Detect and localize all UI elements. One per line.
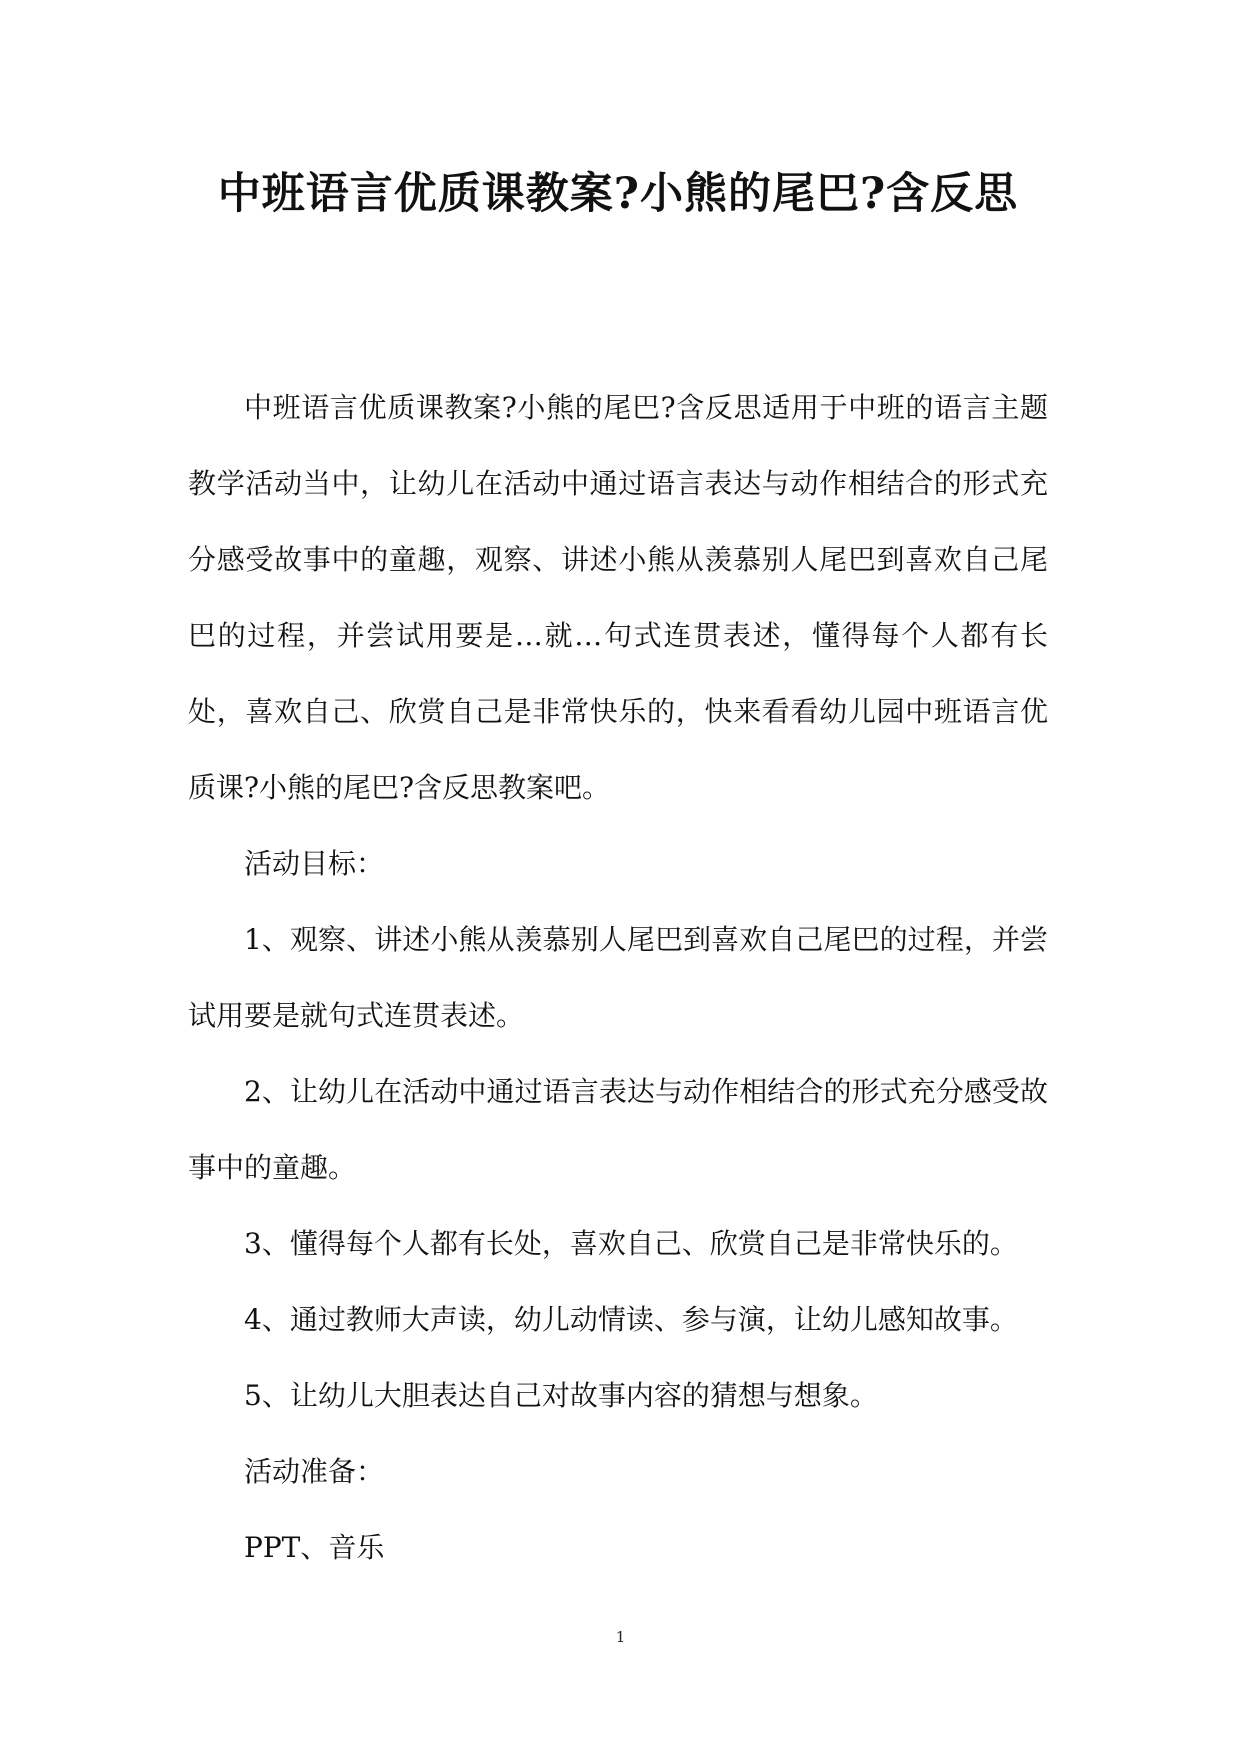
objective-item-5: 5、让幼儿大胆表达自己对故事内容的猜想与想象。: [244, 1379, 878, 1412]
objective-item-2: 2、让幼儿在活动中通过语言表达与动作相结合的形式充分感受故事中的童趣。: [188, 1075, 1048, 1184]
objective-item-1: 1、观察、讲述小熊从羡慕别人尾巴到喜欢自己尾巴的过程，并尝试用要是就句式连贯表述。: [188, 923, 1048, 1032]
section-heading-preparation: 活动准备：: [244, 1455, 385, 1488]
preparation-item: PPT、音乐: [244, 1531, 385, 1564]
objective-item-4: 4、通过教师大声读，幼儿动情读、参与演，让幼儿感知故事。: [244, 1303, 1018, 1336]
intro-paragraph: 中班语言优质课教案?小熊的尾巴?含反思适用于中班的语言主题教学活动当中，让幼儿在活动中通过语言表达与动作相结合的形式充分感受故事中的童趣，观察、讲述小熊从羡慕别人尾巴到喜欢自己尾巴的过程，并尝试用要是…就…句式连贯表述，懂得每个人都有长处，喜欢自己、欣赏自己是非常快乐的，快来看看幼儿园中班语言优质课?小熊的尾巴?含反思教案吧。: [188, 391, 1048, 804]
objective-item-3: 3、懂得每个人都有长处，喜欢自己、欣赏自己是非常快乐的。: [244, 1227, 1018, 1260]
document-body: [188, 370, 1048, 1586]
document-title: 中班语言优质课教案?小熊的尾巴?含反思: [217, 169, 1019, 219]
page-number: 1: [615, 1628, 626, 1646]
section-heading-objectives: 活动目标：: [244, 847, 385, 880]
